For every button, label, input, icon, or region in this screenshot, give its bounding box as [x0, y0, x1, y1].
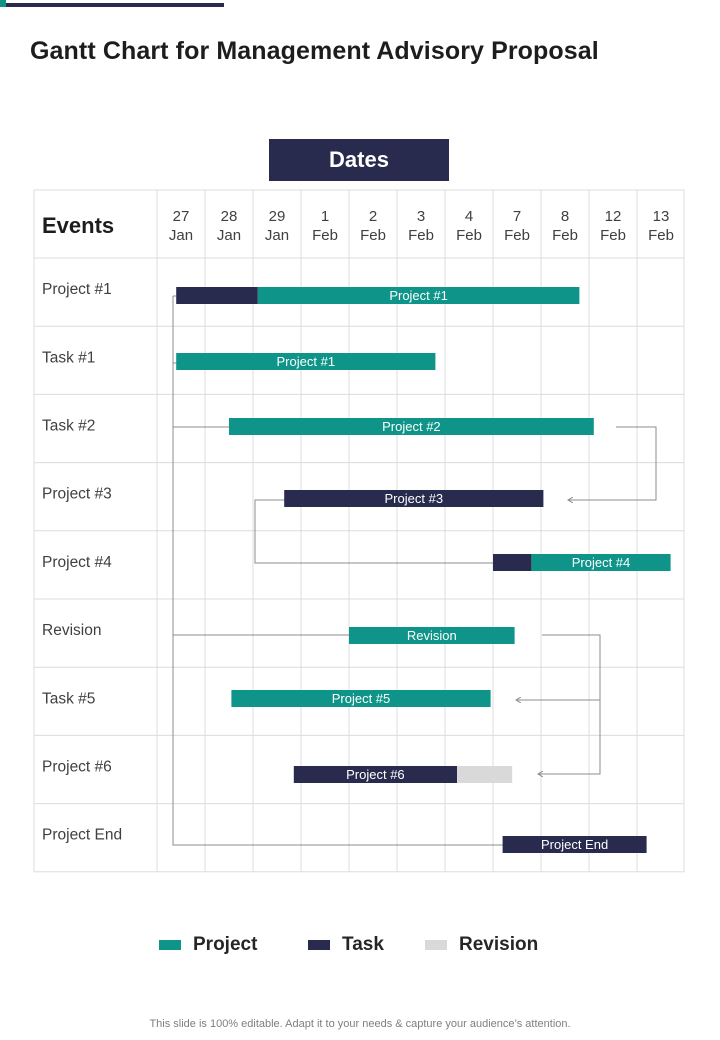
gantt-bar-label: Project #6 [346, 767, 405, 782]
date-month-label: Feb [456, 227, 482, 244]
date-month-label: Feb [504, 227, 530, 244]
gantt-bar-label: Project #3 [384, 491, 444, 506]
gantt-bar-label: Project #1 [276, 354, 336, 369]
date-day-label: 8 [560, 208, 570, 225]
event-row-label: Project #1 [42, 281, 112, 299]
date-month-label: Jan [264, 227, 290, 244]
event-row-label: Project #4 [42, 553, 112, 571]
event-row-label: Project #6 [42, 758, 112, 776]
event-row-label: Project End [42, 826, 123, 844]
date-month-label: Feb [600, 227, 626, 244]
date-day-label: 29 [268, 208, 286, 225]
gantt-bar-label: Revision [406, 628, 457, 643]
gantt-bar-label: Project #5 [331, 691, 391, 706]
date-month-label: Feb [552, 227, 578, 244]
legend-item-task [308, 934, 384, 956]
dates-header: Dates [269, 139, 449, 181]
event-row-label: Task #1 [42, 349, 96, 367]
connector-task2-to-project3 [568, 427, 656, 500]
gantt-bar-label: Project End [540, 837, 609, 852]
date-month-label: Feb [360, 227, 386, 244]
date-day-label: 4 [464, 208, 474, 225]
date-day-label: 12 [604, 208, 622, 225]
gantt-bar-task [493, 554, 531, 571]
connector-project3-to-project4 [255, 500, 515, 563]
date-month-label: Feb [408, 227, 434, 244]
gantt-bar-label: Project #4 [571, 555, 631, 570]
date-month-label: Feb [648, 227, 674, 244]
legend-label-task: Task [342, 934, 384, 955]
event-row-label: Task #2 [42, 417, 96, 435]
legend-item-revision [425, 934, 538, 956]
date-day-label: 13 [652, 208, 670, 225]
gantt-bar-label: Project #1 [389, 288, 448, 303]
date-day-label: 1 [320, 208, 330, 225]
gantt-bar-revision [457, 766, 512, 783]
date-day-label: 27 [172, 208, 190, 225]
events-header: Events [42, 213, 115, 238]
legend-label-revision: Revision [459, 934, 539, 955]
date-month-label: Feb [312, 227, 338, 244]
legend-label-project: Project [193, 934, 258, 955]
legend-swatch-revision [425, 940, 447, 950]
gantt-bar-label: Project #2 [382, 419, 441, 434]
gantt-bar-task [176, 287, 258, 304]
connector-revision-branch [538, 635, 600, 774]
legend-swatch-project [159, 940, 181, 950]
date-day-label: 3 [416, 208, 426, 225]
date-month-label: Jan [216, 227, 242, 244]
legend-item-project [159, 934, 257, 956]
date-day-label: 7 [512, 208, 522, 225]
date-day-label: 2 [368, 208, 378, 225]
legend [0, 934, 720, 958]
legend-swatch-task [308, 940, 330, 950]
footer-note: This slide is 100% editable. Adapt it to your needs & capture your audience’s attention. [149, 1018, 571, 1030]
page-title: Gantt Chart for Management Advisory Proposal [30, 37, 599, 65]
event-row-label: Task #5 [42, 690, 96, 708]
event-row-label: Project #3 [42, 485, 112, 503]
event-row-label: Revision [42, 622, 102, 640]
date-day-label: 28 [220, 208, 238, 225]
date-month-label: Jan [168, 227, 194, 244]
